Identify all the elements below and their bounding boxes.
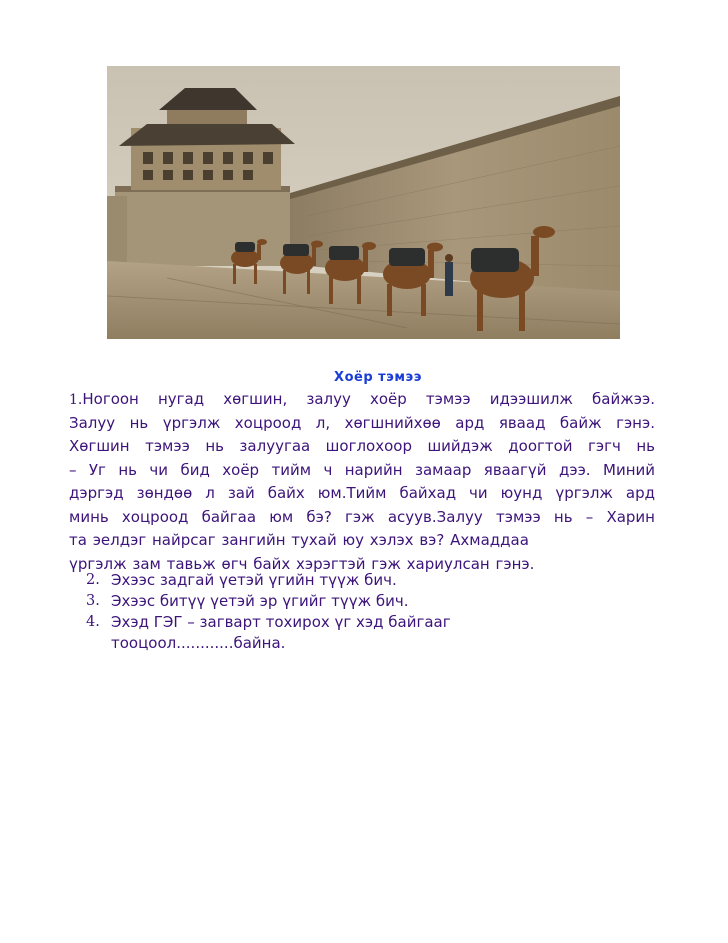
story-line: та эелдэг найрсаг зангийн тухай юу хэлэх вэ? Ахмаддаа <box>69 531 529 549</box>
caravan-illustration <box>107 66 620 339</box>
story-paragraph <box>69 388 655 576</box>
story-line: Хөгшин тэмээ нь залуугаа шоглохоор шийдэж доогтой гэгч нь <box>69 437 655 455</box>
story-title: Хоёр тэмээ <box>334 370 422 385</box>
task-item <box>86 612 531 654</box>
story-line: үргэлж зам тавьж өгч байх хэрэгтэй гэж хариулсан гэнэ. <box>69 554 535 573</box>
story-line: 1.Ногоон нугад хөгшин, залуу хоёр тэмээ идээшилж байжээ. <box>69 390 655 408</box>
story-line: минь хоцроод байгаа юм бэ? гэж асуув.Залуу тэмээ нь – Харин <box>69 507 655 526</box>
task-text: Эхэд ГЭГ – загварт тохирох үг хэд байгааг тооцоол............байна. <box>111 613 451 652</box>
task-item <box>86 591 646 612</box>
task-number: 4. <box>86 614 100 630</box>
task-text: Эхээс битүү үетэй эр үгийг түүж бич. <box>111 592 409 610</box>
task-number: 2. <box>86 572 100 588</box>
task-text: Эхээс задгай үетэй үгийн түүж бич. <box>111 571 397 589</box>
task-list <box>86 570 646 654</box>
story-line: Залуу нь үргэлж хоцроод л, хөгшнийхөө ард яваад байж гэнэ. <box>69 413 655 432</box>
story-line: – Уг нь чи бид хоёр тийм ч нарийн замаар яваагүй дээ. Миний <box>69 460 655 479</box>
task-number: 3. <box>86 593 100 609</box>
story-line: дэргэд зөндөө л зай байх юм.Тийм байхад чи юунд үргэлж ард <box>69 484 655 502</box>
caravan-photo <box>107 66 620 339</box>
task-item <box>86 570 646 591</box>
story-number: 1. <box>69 392 83 408</box>
